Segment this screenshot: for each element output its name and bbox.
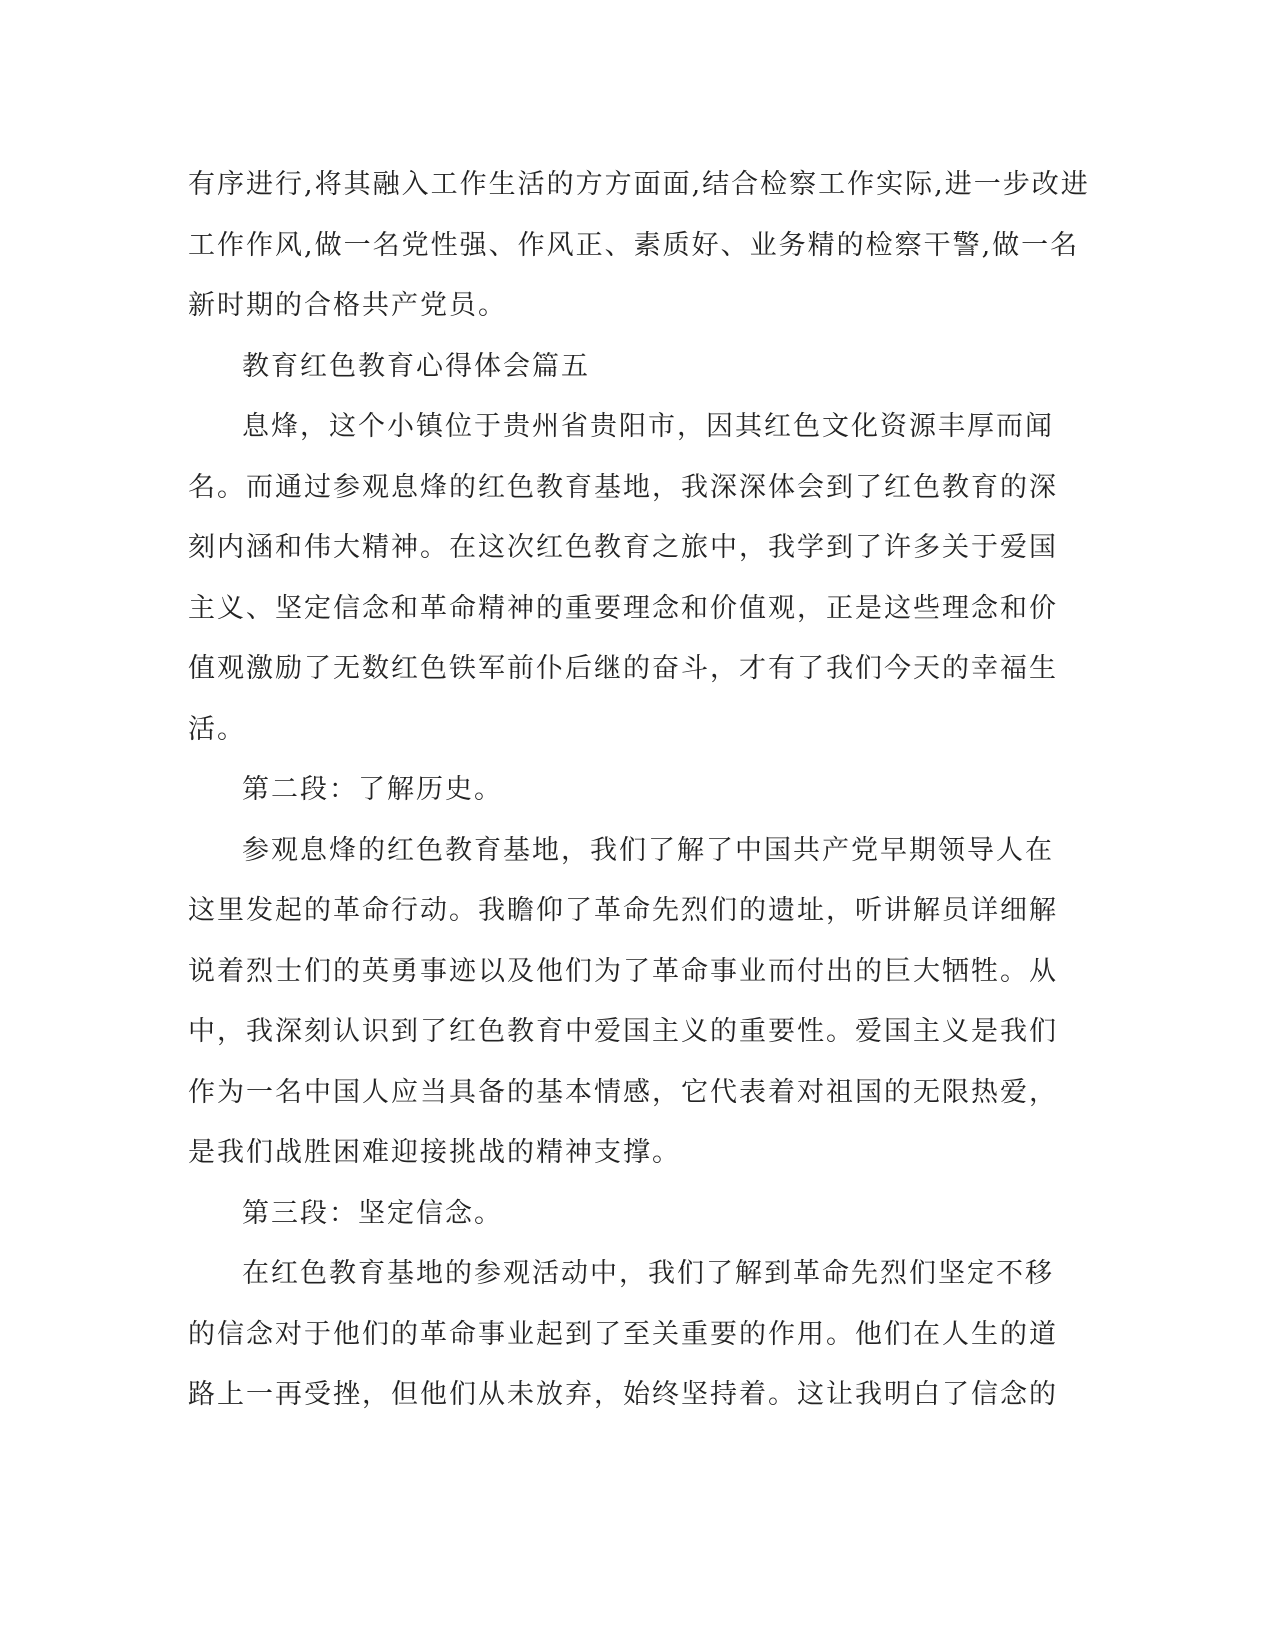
heading-section-2	[188, 760, 1088, 821]
text-line: 活。	[188, 713, 246, 745]
section-title	[188, 337, 1088, 398]
text-line: 是我们战胜困难迎接挑战的精神支撑。	[188, 1137, 681, 1168]
heading-text: 第三段：坚定信念。	[242, 1197, 503, 1229]
section-title-text: 教育红色教育心得体会篇五	[242, 350, 590, 382]
intro-paragraph	[188, 397, 1088, 760]
text-line: 作为一名中国人应当具备的基本情感，它代表着对祖国的无限热爱，	[188, 1076, 1058, 1108]
text-line: 工作作风,做一名党性强、作风正、素质好、业务精的检察干警,做一名	[188, 229, 1080, 261]
document-body	[188, 155, 1088, 1426]
text-line: 值观激励了无数红色铁军前仆后继的奋斗，才有了我们今天的幸福生	[188, 653, 1058, 684]
text-line: 息烽，这个小镇位于贵州省贵阳市，因其红色文化资源丰厚而闻	[242, 411, 1054, 442]
heading-section-3	[188, 1184, 1088, 1245]
text-line: 路上一再受挫，但他们从未放弃，始终坚持着。这让我明白了信念的	[188, 1379, 1058, 1410]
text-line: 说着烈士们的英勇事迹以及他们为了革命事业而付出的巨大牺牲。从	[188, 955, 1058, 987]
paragraph-section-2	[188, 821, 1088, 1184]
text-line: 主义、坚定信念和革命精神的重要理念和价值观，正是这些理念和价	[188, 592, 1058, 624]
text-line: 名。而通过参观息烽的红色教育基地，我深深体会到了红色教育的深	[188, 471, 1058, 503]
paragraph-section-3	[188, 1244, 1088, 1426]
text-line: 这里发起的革命行动。我瞻仰了革命先烈们的遗址，听讲解员详细解	[188, 895, 1058, 926]
heading-text: 第二段：了解历史。	[242, 774, 503, 805]
text-line: 参观息烽的红色教育基地，我们了解了中国共产党早期领导人在	[242, 834, 1054, 866]
text-line: 中，我深刻认识到了红色教育中爱国主义的重要性。爱国主义是我们	[188, 1016, 1058, 1047]
text-line: 在红色教育基地的参观活动中，我们了解到革命先烈们坚定不移	[242, 1258, 1054, 1289]
text-line: 的信念对于他们的革命事业起到了至关重要的作用。他们在人生的道	[188, 1318, 1058, 1350]
text-line: 刻内涵和伟大精神。在这次红色教育之旅中，我学到了许多关于爱国	[188, 532, 1058, 563]
text-line: 新时期的合格共产党员。	[188, 290, 507, 321]
continuation-paragraph	[188, 155, 1088, 337]
text-line: 有序进行,将其融入工作生活的方方面面,结合检察工作实际,进一步改进	[188, 169, 1090, 200]
